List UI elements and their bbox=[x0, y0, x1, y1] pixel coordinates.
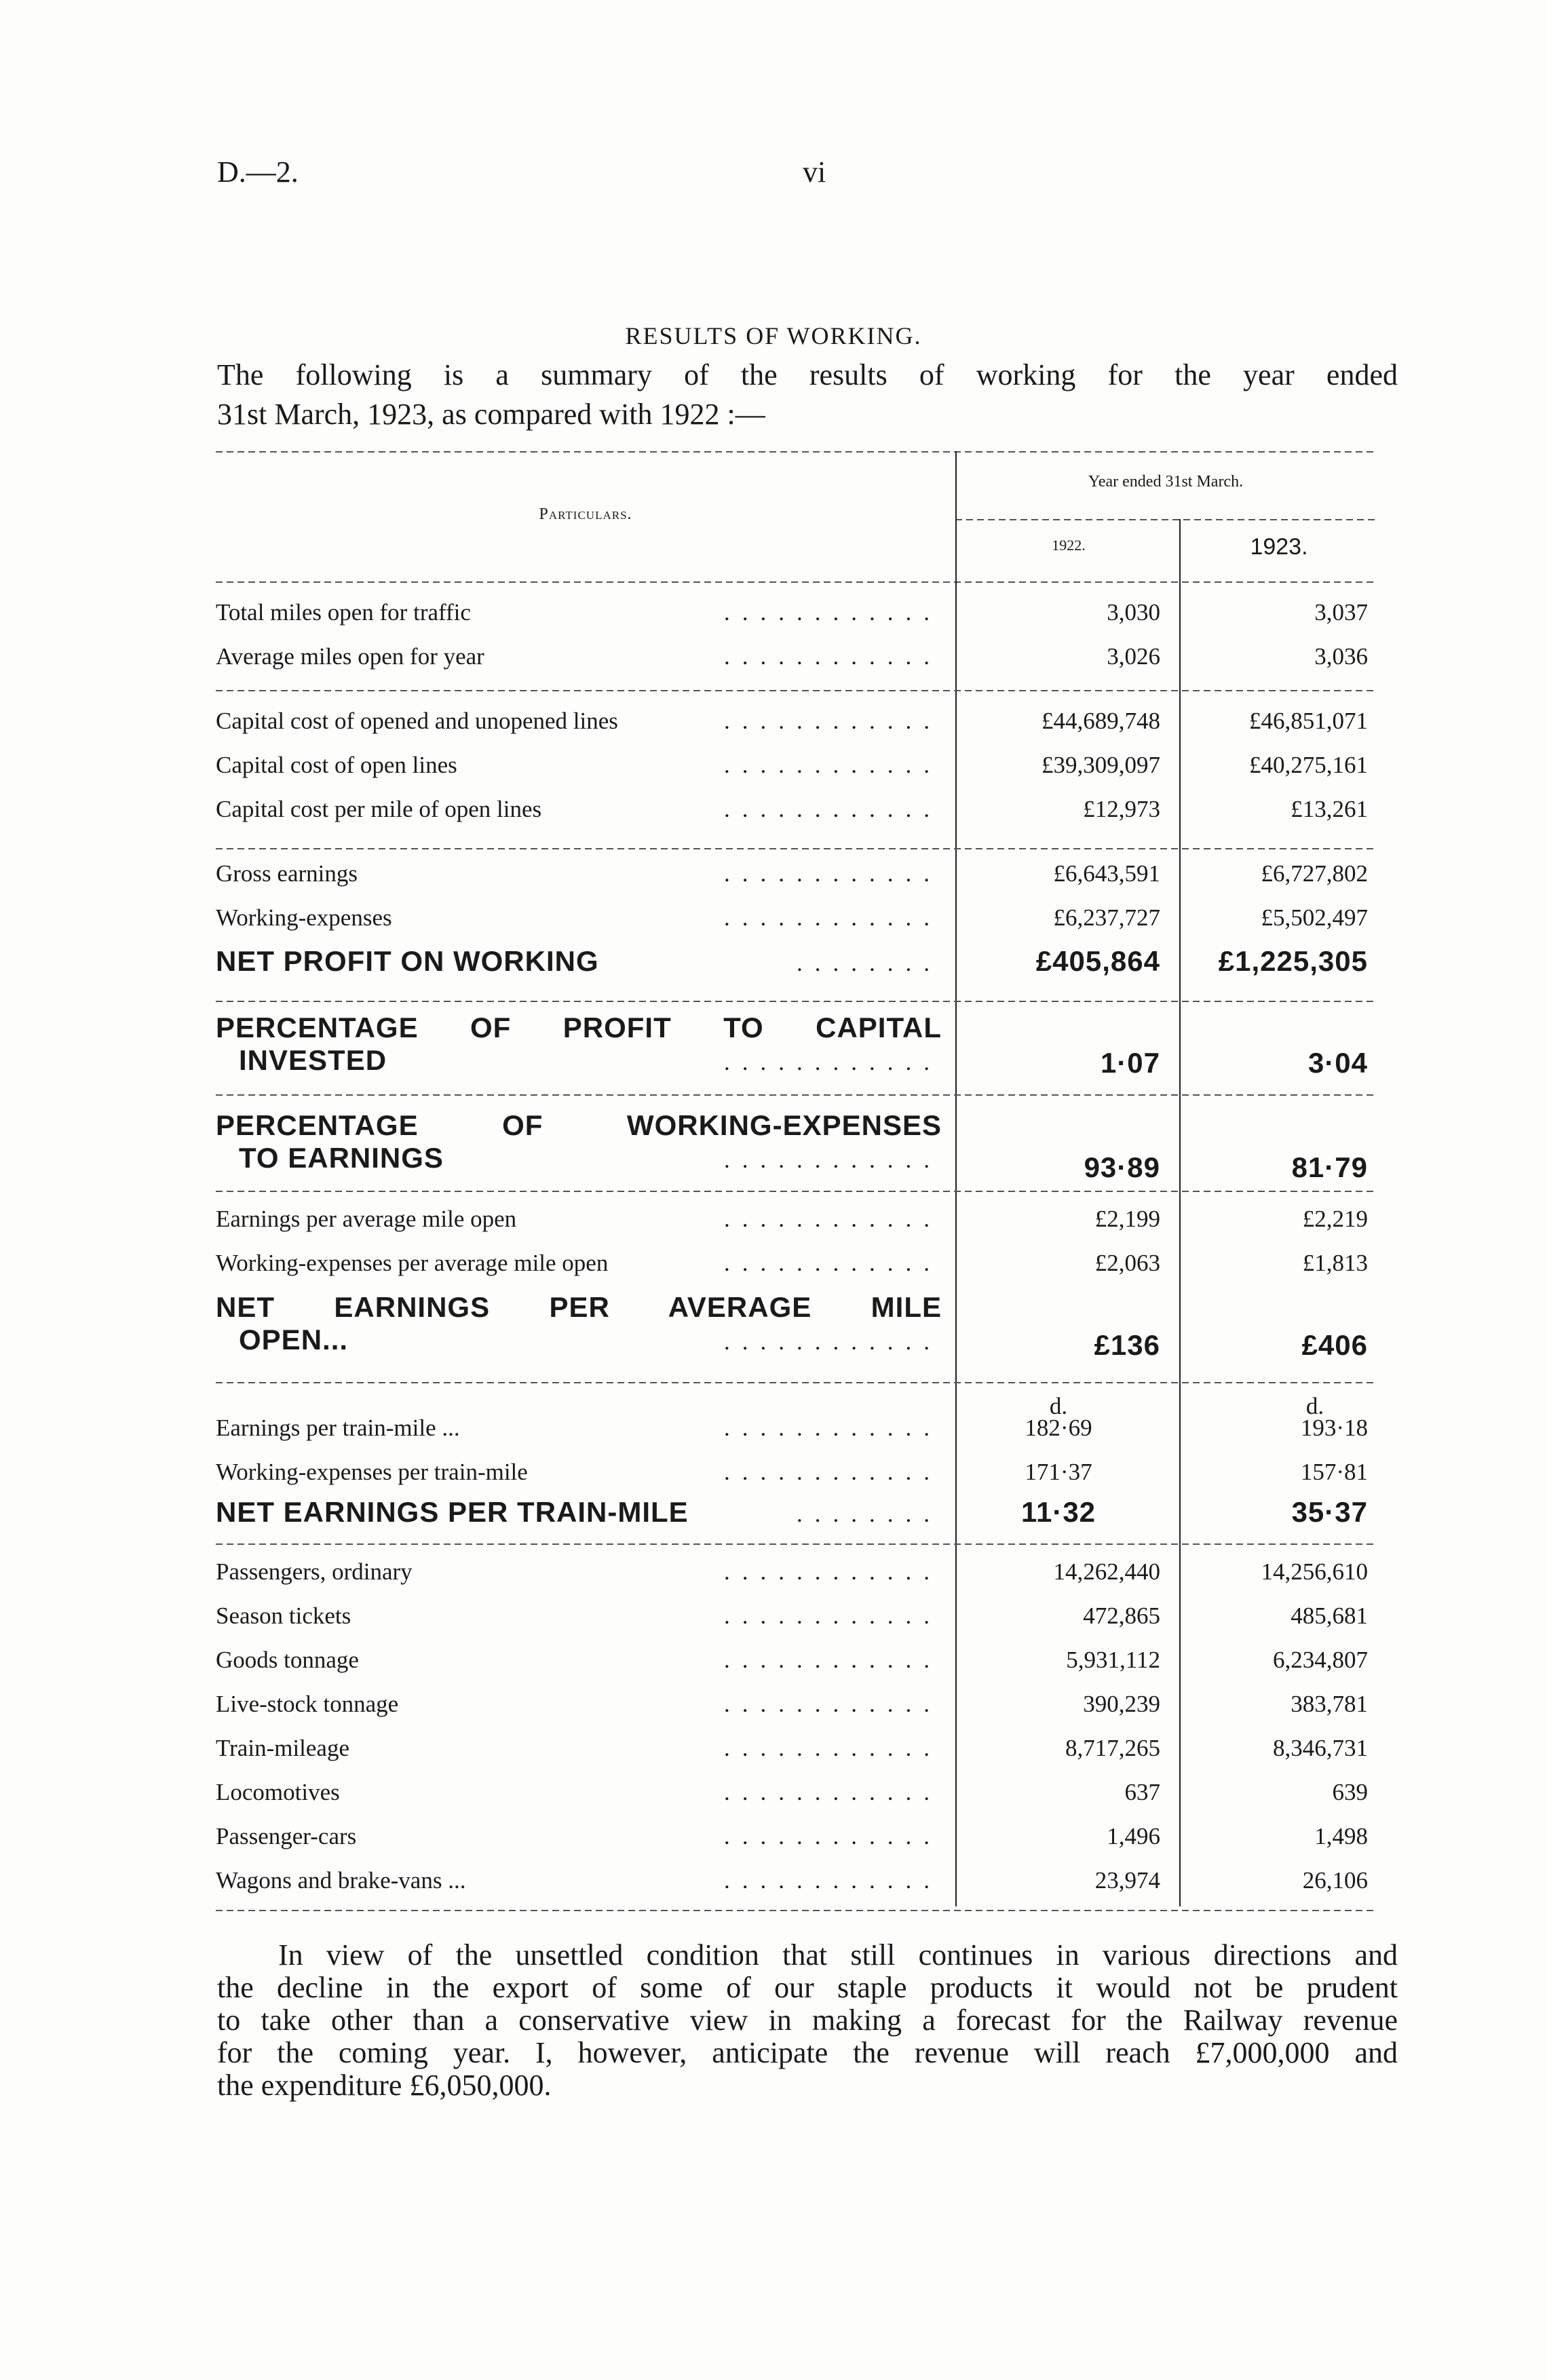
row-label-line-2: INVESTED bbox=[239, 1044, 387, 1076]
closing-line-1: In view of the unsettled condition that still continues in various directions and bbox=[278, 1938, 1398, 1972]
intro-paragraph bbox=[217, 356, 1398, 434]
row-label: Season tickets bbox=[216, 1602, 351, 1629]
value-1922: 11·32 bbox=[1020, 1496, 1096, 1528]
value-1922: £405,864 bbox=[1035, 945, 1160, 977]
row-label: Working-expenses bbox=[216, 904, 392, 931]
closing-paragraph bbox=[217, 1939, 1398, 2102]
value-1923: £46,851,071 bbox=[1249, 708, 1368, 734]
section-title: RESULTS OF WORKING. bbox=[625, 322, 922, 349]
row-label-line-2: OPEN... bbox=[239, 1324, 349, 1356]
value-1923: 3,037 bbox=[1314, 599, 1368, 626]
row-label: Capital cost of opened and unopened lines bbox=[216, 708, 618, 734]
header-year-ended: Year ended 31st March. bbox=[1088, 473, 1244, 491]
value-1922: 5,931,112 bbox=[1066, 1647, 1160, 1673]
value-1923: £6,727,802 bbox=[1261, 860, 1368, 887]
row-label: Locomotives bbox=[216, 1779, 340, 1805]
value-1922: 14,262,440 bbox=[1053, 1558, 1160, 1585]
value-1923: 485,681 bbox=[1291, 1602, 1368, 1629]
value-1922: £6,643,591 bbox=[1053, 860, 1160, 887]
row-label: Average miles open for year bbox=[216, 643, 484, 670]
group-rule-7 bbox=[216, 1543, 1377, 1545]
value-1923: £40,275,161 bbox=[1249, 752, 1368, 778]
row-label-line-1: NET EARNINGS PER AVERAGE MILE bbox=[216, 1291, 942, 1323]
value-1922: £2,199 bbox=[1094, 1206, 1160, 1232]
value-1923: 6,234,807 bbox=[1273, 1647, 1368, 1673]
row-label: Earnings per average mile open bbox=[216, 1206, 517, 1232]
value-1922: 472,865 bbox=[1083, 1602, 1160, 1629]
header-bottom-rule bbox=[216, 581, 1377, 583]
results-table: Particulars. Year ended 31st March. 1922. 1923. Total miles open for traffic ............ 3,030 3,037 Average miles open for year ............ 3,026 3,036 Capital cost of opened and unopened lines ............ £44,689,748 £46,851,071 Capital cost of open lines ............ £39,309,097 £40,275,161 Capital cost per mile of open lines ............ £12,973 £13,261 Gross earnings ............ £6,643,591 £6,727,802 Working-expenses ............ £6,237,727 £5,502,497 NET PROFIT ON WORKING ........ £405,864 £1,225,305 PERCENTAGE OF PROFIT TO CAPITAL INVESTED ............ 1·07 3·04 PERCENTAGE OF WORKING-EXPENSES TO EARNINGS ............ 93·89 81·79 Earnings per average mile open ............ £2,199 £2,219 Working-expenses per average mile open ............ £2,063 £1,813 NET EARNINGS PER AVERAGE MILE OPEN... ............ £136 £406 d. d. Earnings per train-mile ... ............ 182·69 193·18 Working-expenses per train-mile ............ 171·37 157·81 NET EARNINGS PER TRAIN-MILE ........ 11·32 35·37 Passengers, ordinary ............ 14,262,440 14,256,610 Season tickets ............ 472,865 485,681 Goods tonnage ............ 5,931,112 6,234,807 Live-stock tonnage ............ 390,239 383,781 Train-mileage ............ 8,717,265 8,346,731 Locomotives ............ 637 639 Passenger-cars ............ 1,496 1,498 Wagons and brake-vans ... ............ 23,974 26,106 bbox=[216, 451, 1377, 1923]
row-label: Total miles open for traffic bbox=[216, 599, 471, 626]
intro-line-2: 31st March, 1923, as compared with 1922 :— bbox=[217, 398, 765, 431]
row-label: Passengers, ordinary bbox=[216, 1558, 413, 1585]
value-1922: 637 bbox=[1124, 1779, 1160, 1805]
value-1922: 8,717,265 bbox=[1065, 1735, 1160, 1761]
row-label-line-1: PERCENTAGE OF PROFIT TO CAPITAL bbox=[216, 1012, 942, 1043]
page-number: vi bbox=[803, 155, 826, 189]
row-label: Working-expenses per average mile open bbox=[216, 1250, 609, 1276]
group-rule-4 bbox=[216, 1094, 1377, 1096]
row-label: Capital cost of open lines bbox=[216, 752, 457, 778]
value-1922: £136 bbox=[1094, 1329, 1160, 1361]
value-1922: £39,309,097 bbox=[1042, 752, 1160, 778]
value-1922: £2,063 bbox=[1094, 1250, 1160, 1276]
row-label: Passenger-cars bbox=[216, 1823, 357, 1849]
value-1922: £12,973 bbox=[1083, 796, 1160, 822]
value-1922: 93·89 bbox=[1084, 1151, 1160, 1183]
value-1923: £1,813 bbox=[1302, 1250, 1368, 1276]
row-label: NET PROFIT ON WORKING bbox=[216, 945, 599, 977]
page-reference: D.—2. bbox=[217, 155, 299, 189]
header-1923: 1923. bbox=[1250, 534, 1308, 560]
value-1923: 193·18 bbox=[1300, 1415, 1368, 1441]
row-label: Goods tonnage bbox=[216, 1647, 359, 1673]
value-1922: 1,496 bbox=[1107, 1823, 1160, 1849]
value-1923: 14,256,610 bbox=[1261, 1558, 1368, 1585]
group-rule-3 bbox=[216, 1001, 1377, 1002]
row-label: Working-expenses per train-mile bbox=[216, 1459, 528, 1485]
value-1923: 81·79 bbox=[1291, 1151, 1368, 1183]
row-label: Capital cost per mile of open lines bbox=[216, 796, 542, 822]
value-1922: £44,689,748 bbox=[1042, 708, 1160, 734]
value-1923: 3·04 bbox=[1307, 1047, 1368, 1079]
value-1923: 8,346,731 bbox=[1273, 1735, 1368, 1761]
table-bottom-rule bbox=[216, 1910, 1377, 1911]
table-top-rule bbox=[216, 451, 1377, 453]
value-1922: 1·07 bbox=[1100, 1047, 1160, 1079]
closing-line-5: the expenditure £6,050,000. bbox=[217, 2069, 552, 2102]
value-1923: 639 bbox=[1332, 1779, 1368, 1805]
value-1923: £1,225,305 bbox=[1218, 945, 1368, 977]
value-1922: 182·69 bbox=[1025, 1415, 1092, 1441]
group-rule-5 bbox=[216, 1191, 1377, 1192]
value-1922: 171·37 bbox=[1025, 1459, 1092, 1485]
header-1922: 1922. bbox=[1052, 537, 1086, 554]
value-1923: 157·81 bbox=[1300, 1459, 1368, 1485]
closing-line-2: the decline in the export of some of our staple products it would not be prudent bbox=[217, 1971, 1398, 2004]
row-label: Train-mileage bbox=[216, 1735, 349, 1761]
value-1922: 3,026 bbox=[1107, 643, 1160, 670]
value-1923: 26,106 bbox=[1302, 1867, 1368, 1894]
value-1922: £6,237,727 bbox=[1053, 904, 1160, 931]
year-subhead-rule bbox=[955, 519, 1377, 520]
group-rule-2 bbox=[216, 848, 1377, 849]
header-particulars: Particulars. bbox=[539, 505, 632, 523]
row-label: Wagons and brake-vans ... bbox=[216, 1867, 466, 1894]
value-1923: £2,219 bbox=[1302, 1206, 1368, 1232]
group-rule-6 bbox=[216, 1382, 1377, 1383]
row-label: Gross earnings bbox=[216, 860, 358, 887]
value-1923: £406 bbox=[1301, 1329, 1368, 1361]
value-1923: £5,502,497 bbox=[1261, 904, 1368, 931]
row-label: Earnings per train-mile ... bbox=[216, 1415, 460, 1441]
closing-line-3: to take other than a conservative view in making a forecast for the Railway revenue bbox=[217, 2003, 1398, 2037]
unit-1923: d. bbox=[1305, 1393, 1324, 1419]
value-1922: 390,239 bbox=[1083, 1691, 1160, 1717]
row-label-line-2: TO EARNINGS bbox=[239, 1142, 444, 1174]
value-1923: 3,036 bbox=[1314, 643, 1368, 670]
intro-line-1: The following is a summary of the results of working for the year ended bbox=[217, 358, 1398, 391]
row-label: NET EARNINGS PER TRAIN-MILE bbox=[216, 1496, 689, 1528]
value-1923: £13,261 bbox=[1291, 796, 1368, 822]
unit-1922: d. bbox=[1049, 1393, 1068, 1419]
group-rule-1 bbox=[216, 690, 1377, 691]
value-1923: 35·37 bbox=[1291, 1496, 1368, 1528]
value-1922: 3,030 bbox=[1107, 599, 1160, 626]
closing-line-4: for the coming year. I, however, anticipate the revenue will reach £7,000,000 and bbox=[217, 2036, 1398, 2069]
value-1923: 383,781 bbox=[1291, 1691, 1368, 1717]
row-label: Live-stock tonnage bbox=[216, 1691, 399, 1717]
row-label-line-1: PERCENTAGE OF WORKING-EXPENSES bbox=[216, 1109, 942, 1141]
value-1922: 23,974 bbox=[1094, 1867, 1160, 1894]
value-1923: 1,498 bbox=[1314, 1823, 1368, 1849]
